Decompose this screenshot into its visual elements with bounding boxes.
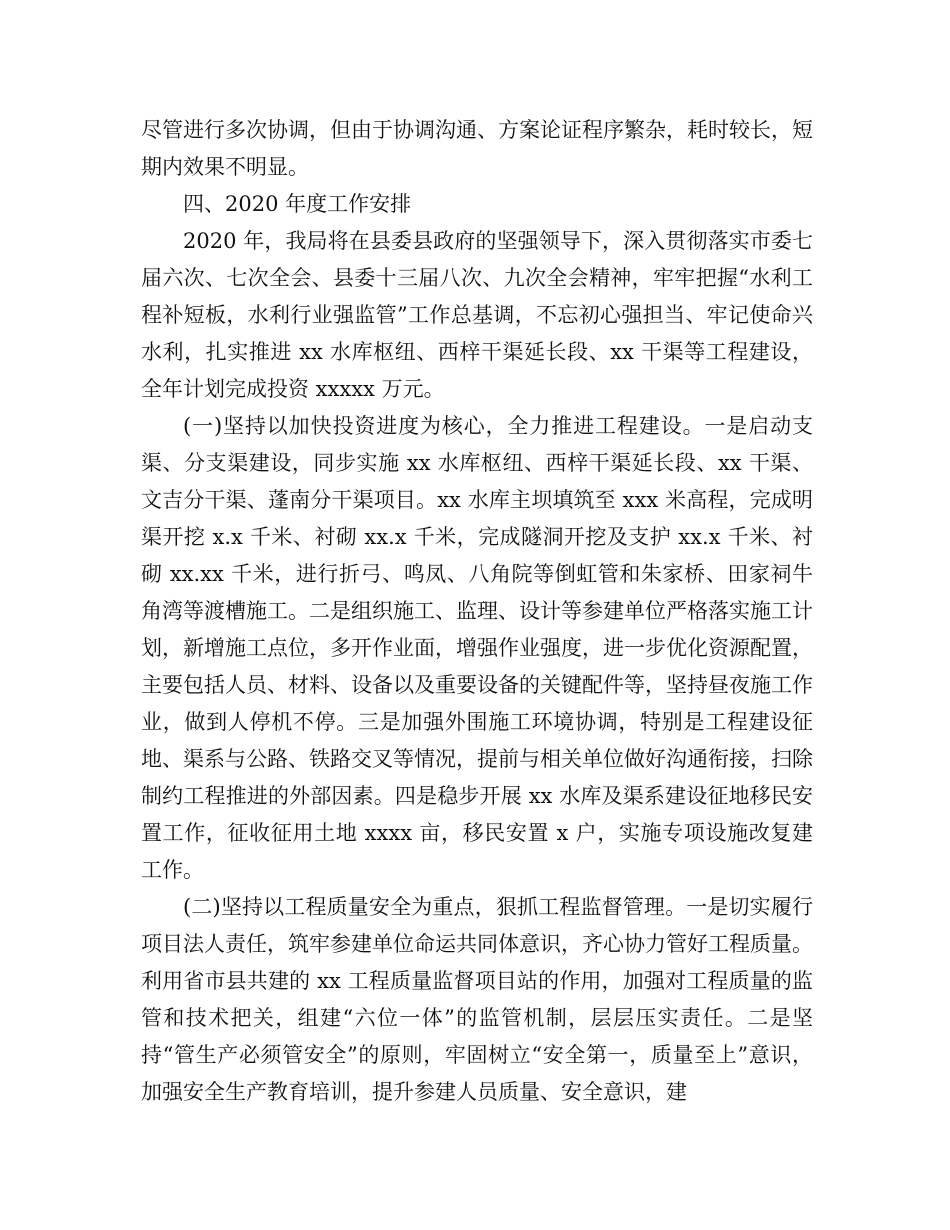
paragraph-section-1: (一)坚持以加快投资进度为核心，全力推进工程建设。一是启动支渠、分支渠建设，同步实施 xx 水库枢纽、西梓干渠延长段、xx 干渠、文吉分干渠、蓬南分干渠项目。xx 水库主坝填筑至 xxx 米高程，完成明渠开挖 x.x 千米、衬砌 xx.x 千米，完成隧洞开挖及支护 xx.x 千米、衬砌 xx.xx 千米，进行折弓、鸣凤、八角院等倒虹管和朱家桥、田家祠牛角湾等渡槽施工。二是组织施工、监理、设计等参建单位严格落实施工计划，新增施工点位，多开作业面，增强作业强度，进一步优化资源配置，主要包括人员、材料、设备以及重要设备的关键配件等，坚持昼夜施工作业，做到人停机不停。三是加强外围施工环境协调，特别是工程建设征地、渠系与公路、铁路交叉等情况，提前与相关单位做好沟通衔接，扫除制约工程推进的外部因素。四是稳步开展 xx 水库及渠系建设征地移民安置工作，征收征用土地 xxxx 亩，移民安置 x 户，实施专项设施改复建工作。: [141, 414, 813, 882]
paragraph-section-2: (二)坚持以工程质量安全为重点，狠抓工程监督管理。一是切实履行项目法人责任，筑牢参建单位命运共同体意识，齐心协力管好工程质量。利用省市县共建的 xx 工程质量监督项目站的作用，加强对工程质量的监管和技术把关，组建“六位一体”的监管机制，层层压实责任。二是坚持“管生产必须管安全”的原则，牢固树立“安全第一，质量至上”意识，加强安全生产教育培训，提升参建人员质量、安全意识，建: [141, 895, 813, 1104]
section-heading: 四、2020 年度工作安排: [183, 192, 412, 216]
document-page: [141, 112, 813, 1111]
paragraph-intro: 2020 年，我局将在县委县政府的坚强领导下，深入贯彻落实市委七届六次、七次全会、县委十三届八次、九次全会精神，牢牢把握“水利工程补短板，水利行业强监管”工作总基调，不忘初心强担当、牢记使命兴水利，扎实推进 xx 水库枢纽、西梓干渠延长段、xx 干渠等工程建设，全年计划完成投资 xxxxx 万元。: [141, 229, 813, 401]
paragraph-continuation: 尽管进行多次协调，但由于协调沟通、方案论证程序繁杂，耗时较长，短期内效果不明显。: [141, 118, 813, 179]
